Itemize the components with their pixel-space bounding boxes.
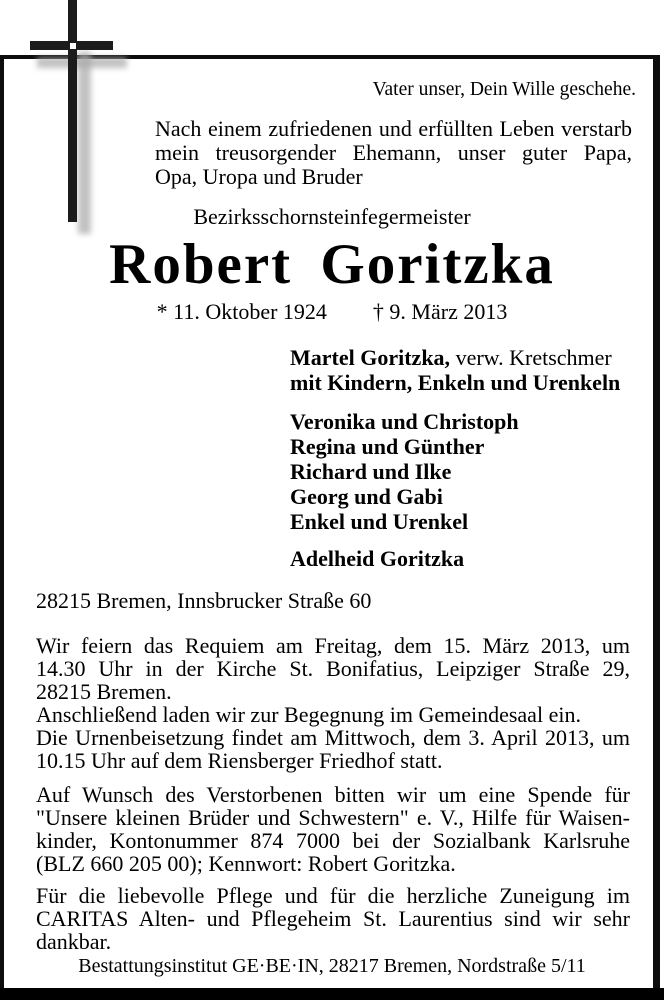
paragraph-gathering	[36, 703, 630, 726]
body-line: Wir feiern das Requiem am Freitag, dem 15. März 2013, um	[36, 633, 630, 658]
intro-paragraph	[155, 117, 632, 189]
body-line: kinder, Kontonummer 874 7000 bei der Sozialbank Karlsruhe	[36, 828, 630, 853]
paragraph-thanks	[36, 884, 630, 953]
body-line: "Unsere kleinen Brüder und Schwestern" e. V., Hilfe für Waisen-	[36, 805, 630, 830]
body-line: 14.30 Uhr in der Kirche St. Bonifatius, Leipziger Straße 29,	[36, 656, 630, 681]
intro-line: Nach einem zufriedenen und erfüllten Leben verstarb	[155, 116, 632, 141]
mourner-line: Veronika und Christoph	[290, 409, 519, 434]
body-line: CARITAS Alten- und Pflegeheim St. Laurentius sind wir sehr	[36, 906, 630, 931]
body-line: Die Urnenbeisetzung findet am Mittwoch, dem 3. April 2013, um	[36, 725, 630, 750]
widow-name: Martel Goritzka,	[290, 345, 451, 370]
death-date: † 9. März 2013	[372, 299, 508, 324]
body-line: Anschließend laden wir zur Begegnung im Gemeindesaal ein.	[36, 702, 581, 727]
frame-right-border	[653, 55, 660, 988]
body-line: (BLZ 660 205 00); Kennwort: Robert Goritzka.	[36, 851, 456, 876]
body-line: 28215 Bremen.	[36, 679, 172, 704]
paragraph-requiem	[36, 634, 630, 703]
mourners-block	[290, 345, 620, 571]
life-dates	[0, 299, 664, 324]
frame-left-border	[0, 55, 4, 988]
intro-line: Opa, Uropa und Bruder	[155, 164, 363, 189]
mourner-line: Regina und Günther	[290, 434, 485, 459]
epigraph: Vater unser, Dein Wille geschehe.	[372, 79, 636, 100]
body-line: Auf Wunsch des Verstorbenen bitten wir um eine Spende für	[36, 782, 630, 807]
home-address: 28215 Bremen, Innsbrucker Straße 60	[36, 588, 372, 613]
mourner-line: Adelheid Goritzka	[290, 546, 465, 571]
funeral-home-line: Bestattungsinstitut GE·BE·IN, 28217 Bremen, Nordstraße 5/11	[78, 955, 586, 977]
body-line: 10.15 Uhr auf dem Riensberger Friedhof statt.	[36, 748, 443, 773]
cross-vertical-bar	[68, 0, 77, 222]
mourner-line	[290, 345, 620, 370]
profession-title: Bezirksschornsteinfegermeister	[193, 204, 471, 229]
body-line: dankbar.	[36, 929, 112, 954]
mourner-line: Georg und Gabi	[290, 484, 443, 509]
mourner-children	[290, 409, 620, 534]
mourner-line: Richard und Ilke	[290, 459, 452, 484]
frame-bottom-bar	[0, 988, 664, 1000]
deceased-name: Robert Goritzka	[109, 233, 555, 296]
body-line: Für die liebevolle Pflege und für die herzliche Zuneigung im	[36, 883, 630, 908]
mourner-line: Enkel und Urenkel	[290, 509, 469, 534]
cross-center-square	[70, 43, 76, 49]
widow-suffix: verw. Kretschmer	[450, 345, 612, 370]
birth-date: * 11. Oktober 1924	[156, 299, 327, 324]
body-text	[36, 634, 630, 953]
paragraph-donation	[36, 783, 630, 875]
mourner-line: mit Kindern, Enkeln und Urenkeln	[290, 370, 621, 395]
intro-line: mein treusorgender Ehemann, unser guter Papa,	[155, 140, 632, 165]
cross-shadow-horizontal	[37, 57, 127, 68]
paragraph-burial	[36, 726, 630, 772]
